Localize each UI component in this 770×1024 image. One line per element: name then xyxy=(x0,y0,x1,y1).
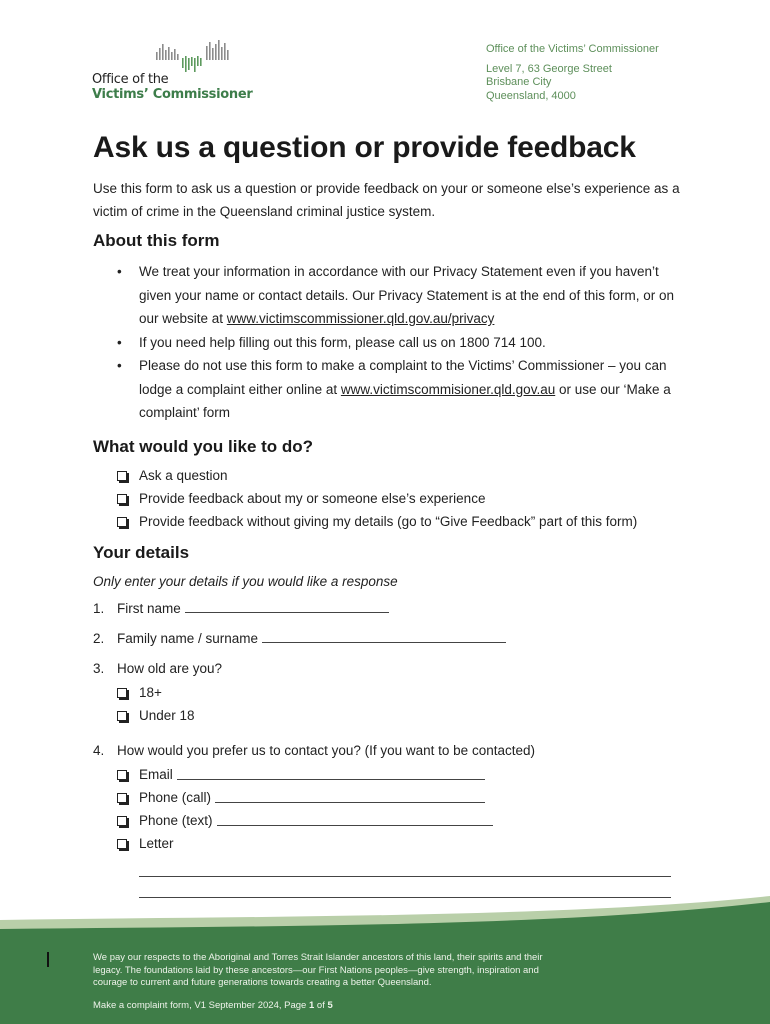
letter-address-field-line-1[interactable] xyxy=(139,876,671,877)
checkbox-icon[interactable] xyxy=(117,517,127,527)
details-heading: Your details xyxy=(93,543,190,562)
first-name-field[interactable] xyxy=(185,602,389,613)
todo-option-label: Provide feedback without giving my details (go to “Give Feedback” part of this form) xyxy=(139,514,638,529)
todo-option-label: Ask a question xyxy=(139,468,228,483)
todo-option-label: Provide feedback about my or someone else’s experience xyxy=(139,491,486,506)
checkbox-icon[interactable] xyxy=(117,839,127,849)
todo-options xyxy=(117,464,637,533)
question-number: 4. xyxy=(93,743,105,758)
footer-meta-prefix: Make a complaint form, V1 September 2024, Page xyxy=(93,1000,309,1011)
about-bullet-help xyxy=(117,331,687,355)
todo-option-anonymous-feedback[interactable] xyxy=(117,510,637,533)
checkbox-icon[interactable] xyxy=(117,494,127,504)
phone-call-field[interactable] xyxy=(215,792,485,803)
checkbox-icon[interactable] xyxy=(117,471,127,481)
todo-option-feedback[interactable] xyxy=(117,487,637,510)
intro-paragraph: Use this form to ask us a question or provide feedback on your or someone else’s experience as a victim of crime in the Queensland criminal justice system. xyxy=(93,181,680,219)
question-number: 1. xyxy=(93,601,105,616)
question-number: 3. xyxy=(93,661,105,676)
about-heading: About this form xyxy=(93,231,220,250)
document-footer-meta xyxy=(93,1000,333,1011)
logo-text-line2: Victims’ Commissioner xyxy=(92,87,253,102)
age-option-label: 18+ xyxy=(139,685,162,700)
address-street: Level 7, 63 George Street xyxy=(486,62,612,75)
contact-options xyxy=(117,763,493,855)
details-note: Only enter your details if you would like a response xyxy=(93,574,398,589)
contact-option-label: Letter xyxy=(139,836,174,851)
contact-option-letter[interactable] xyxy=(117,832,493,855)
footer-marker xyxy=(47,952,49,967)
about-bullet-help-text: If you need help filling out this form, please call us on 1800 714 100. xyxy=(139,334,546,350)
checkbox-icon[interactable] xyxy=(117,793,127,803)
about-bullet-complaint xyxy=(117,354,687,425)
contact-option-email[interactable] xyxy=(117,763,493,786)
question-age xyxy=(93,661,222,676)
address-state: Queensland, 4000 xyxy=(486,89,576,102)
email-field[interactable] xyxy=(177,769,485,780)
contact-option-phone-text[interactable] xyxy=(117,809,493,832)
question-first-name xyxy=(93,601,389,616)
complaint-website-link[interactable]: www.victimscommisioner.qld.gov.au xyxy=(340,381,556,397)
contact-option-phone-call[interactable] xyxy=(117,786,493,809)
acknowledgement-of-country: We pay our respects to the Aboriginal and Torres Strait Islander ancestors of this land, their spirits and their legacy. The foundations laid by these ancestors—our First Nations peoples—give strength, inspiration and courage to current and future generations towards creating a better Queensland. xyxy=(93,952,543,988)
contact-option-label: Phone (text) xyxy=(139,813,213,828)
question-contact-preference xyxy=(93,743,535,758)
age-options xyxy=(117,681,195,727)
contact-option-label: Phone (call) xyxy=(139,790,212,805)
contact-option-label: Email xyxy=(139,767,173,782)
address-organisation: Office of the Victims’ Commissioner xyxy=(486,43,659,55)
current-page-number: 1 xyxy=(308,1000,315,1011)
checkbox-icon[interactable] xyxy=(117,711,127,721)
checkbox-icon[interactable] xyxy=(117,688,127,698)
checkbox-icon[interactable] xyxy=(117,770,127,780)
age-option-under-18[interactable] xyxy=(117,704,195,727)
footer-meta-of: of xyxy=(314,1000,328,1011)
about-bullet-complaint-text-a: Please do not use this form to make a complaint to the Victims’ Commissioner – you can lodge a complaint either online at xyxy=(139,358,667,397)
about-bullet-privacy-text: We treat your information in accordance with our Privacy Statement even if you haven’t given your name or contact details. Our Privacy Statement is at the end of this form, or on our website at xyxy=(139,264,675,326)
question-label: How old are you? xyxy=(117,661,223,676)
office-address xyxy=(486,43,659,103)
about-bullet-privacy xyxy=(117,260,687,331)
age-option-label: Under 18 xyxy=(139,708,195,723)
todo-heading: What would you like to do? xyxy=(93,437,314,456)
todo-option-ask-question[interactable] xyxy=(117,464,637,487)
address-city: Brisbane City xyxy=(486,76,552,88)
checkbox-icon[interactable] xyxy=(117,816,127,826)
phone-text-field[interactable] xyxy=(217,815,493,826)
about-bullet-complaint-text-b: or use our ‘Make a complaint’ form xyxy=(139,381,671,420)
logo-bars-graphic xyxy=(154,38,234,74)
logo-text-line1: Office of the xyxy=(92,72,169,87)
age-option-18-plus[interactable] xyxy=(117,681,195,704)
question-label: Family name / surname xyxy=(117,631,259,646)
page-title: Ask us a question or provide feedback xyxy=(93,131,636,164)
question-label: First name xyxy=(117,601,181,616)
family-name-field[interactable] xyxy=(262,632,506,643)
total-pages: 5 xyxy=(327,1000,333,1011)
privacy-link[interactable]: www.victimscommissioner.qld.gov.au/privacy xyxy=(226,311,495,326)
organisation-logo xyxy=(92,38,253,102)
about-bullet-list xyxy=(117,260,687,425)
question-number: 2. xyxy=(93,631,105,646)
question-label: How would you prefer us to contact you? (If you want to be contacted) xyxy=(117,743,535,758)
question-family-name xyxy=(93,631,506,646)
